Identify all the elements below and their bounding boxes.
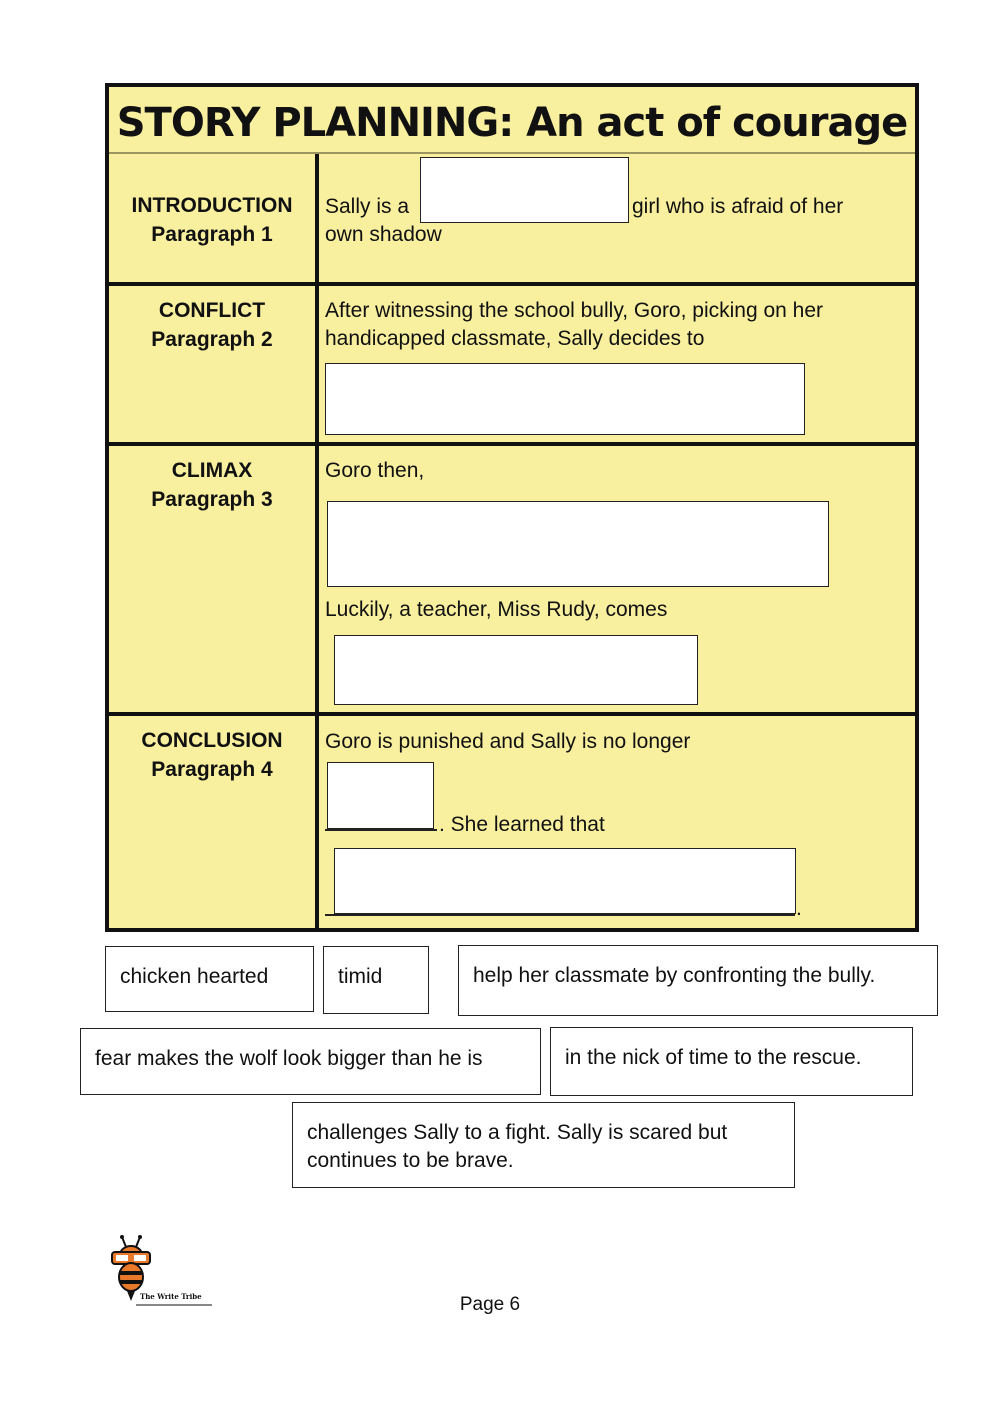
row-divider xyxy=(109,282,915,286)
conclusion-drop-zone-2[interactable] xyxy=(334,848,796,914)
row-divider xyxy=(109,712,915,716)
answer-card-text: challenges Sally to a fight. Sally is scared but continues to be brave. xyxy=(307,1121,728,1172)
row-heading: CLIMAX xyxy=(171,459,253,482)
row-sub: Paragraph 2 xyxy=(151,328,273,351)
climax-text-line1: Goro then, xyxy=(325,459,425,482)
column-divider xyxy=(315,154,319,928)
row-label-conflict xyxy=(109,296,315,354)
conclusion-text-after: . She learned that xyxy=(439,813,605,836)
row-heading: CONCLUSION xyxy=(141,729,283,752)
row-sub: Paragraph 3 xyxy=(151,488,273,511)
intro-text-line2: own shadow xyxy=(325,223,442,246)
title-divider xyxy=(109,152,915,154)
answer-card[interactable] xyxy=(323,946,429,1014)
title-rest: : An act of courage xyxy=(498,100,908,146)
answer-card-text: chicken hearted xyxy=(120,965,269,988)
answer-card-text: in the nick of time to the rescue. xyxy=(565,1046,862,1069)
row-sub: Paragraph 4 xyxy=(151,758,273,781)
logo-text: The Write Tribe xyxy=(140,1292,202,1301)
conflict-drop-zone[interactable] xyxy=(325,363,805,435)
answer-card-text: help her classmate by confronting the bully. xyxy=(473,964,876,987)
logo xyxy=(108,1235,216,1310)
answer-card[interactable] xyxy=(458,945,938,1016)
intro-drop-zone[interactable] xyxy=(420,157,629,223)
intro-text-before: Sally is a xyxy=(325,195,410,218)
answer-card[interactable] xyxy=(292,1102,795,1188)
row-divider xyxy=(109,442,915,446)
answer-card-text: fear makes the wolf look bigger than he is xyxy=(95,1047,483,1070)
intro-text-after: girl who is afraid of her xyxy=(632,195,844,218)
conclusion-text-line1: Goro is punished and Sally is no longer xyxy=(325,730,691,753)
answer-card[interactable] xyxy=(550,1027,913,1096)
row-heading: CONFLICT xyxy=(158,299,266,322)
conclusion-answer-line-1 xyxy=(325,829,437,831)
conflict-text-line2: handicapped classmate, Sally decides to xyxy=(325,327,705,350)
row-sub: Paragraph 1 xyxy=(151,223,273,246)
conclusion-drop-zone-1[interactable] xyxy=(327,762,434,829)
row-label-climax xyxy=(109,456,315,514)
row-label-introduction xyxy=(109,191,315,249)
conclusion-end-period: . xyxy=(796,897,802,920)
conclusion-answer-line-2 xyxy=(325,914,795,916)
answer-card-text: timid xyxy=(338,965,383,988)
climax-drop-zone-1[interactable] xyxy=(327,501,829,587)
answer-card[interactable] xyxy=(80,1028,541,1095)
page-title xyxy=(109,93,915,153)
title-bold: STORY PLANNING xyxy=(116,100,499,146)
conflict-text-line1: After witnessing the school bully, Goro, picking on her xyxy=(325,299,824,322)
climax-drop-zone-2[interactable] xyxy=(334,635,698,705)
row-label-conclusion xyxy=(109,726,315,784)
story-planning-table xyxy=(105,83,919,932)
row-heading: INTRODUCTION xyxy=(131,194,293,217)
answer-card[interactable] xyxy=(105,946,314,1012)
page-number: Page 6 xyxy=(459,1294,521,1315)
climax-text-line2: Luckily, a teacher, Miss Rudy, comes xyxy=(325,598,668,621)
